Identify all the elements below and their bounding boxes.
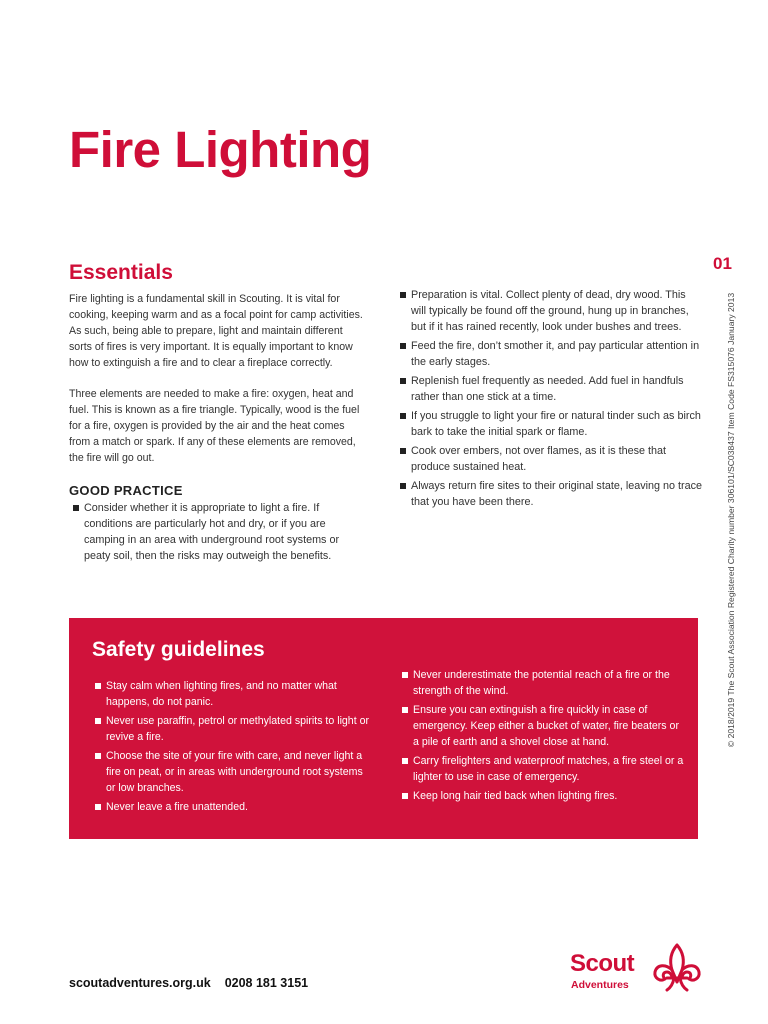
page-title: Fire Lighting bbox=[69, 121, 372, 178]
safety-list bbox=[92, 678, 372, 815]
fleur-de-lis-icon bbox=[650, 942, 704, 996]
list-item bbox=[92, 748, 372, 796]
list-item bbox=[397, 373, 703, 405]
logo-wordmark: Scout bbox=[570, 950, 635, 977]
essentials-paragraph: Three elements are needed to make a fire: oxygen, heat and fuel. This is known as a fire triangle. Typically, wood is the fuel for a fire, oxygen is provided by the air and the heat comes from a match or spark. If any of these elements are removed, the fire will go out. bbox=[69, 388, 360, 465]
list-item bbox=[399, 667, 684, 699]
square-bullet-icon bbox=[400, 343, 406, 349]
square-bullet-icon bbox=[95, 753, 101, 759]
safety-right-column bbox=[399, 667, 684, 807]
square-bullet-icon bbox=[400, 448, 406, 454]
square-bullet-icon bbox=[73, 505, 79, 511]
logo-subtitle: Adventures bbox=[571, 979, 629, 991]
square-bullet-icon bbox=[400, 292, 406, 298]
phone-number: 0208 181 3151 bbox=[224, 976, 309, 990]
list-item bbox=[397, 408, 703, 440]
list-item bbox=[92, 678, 372, 710]
square-bullet-icon bbox=[95, 718, 101, 724]
list-item-text: Feed the fire, don’t smother it, and pay particular attention in the early stages. bbox=[411, 340, 700, 368]
scout-adventures-logo bbox=[570, 942, 705, 994]
safety-heading: Safety guidelines bbox=[92, 638, 265, 661]
list-item bbox=[92, 713, 372, 745]
list-item bbox=[397, 338, 703, 370]
square-bullet-icon bbox=[402, 758, 408, 764]
safety-left-column bbox=[92, 678, 372, 818]
list-item-text: Carry firelighters and waterproof matches, a fire steel or a lighter to use in case of emergency. bbox=[413, 755, 684, 783]
right-column bbox=[397, 287, 703, 513]
square-bullet-icon bbox=[402, 707, 408, 713]
good-practice-list-continued bbox=[397, 287, 703, 510]
list-item bbox=[399, 702, 684, 750]
list-item-text: Stay calm when lighting fires, and no matter what happens, do not panic. bbox=[106, 680, 337, 708]
list-item-text: If you struggle to light your fire or natural tinder such as birch bark to take the initial spark or flame. bbox=[411, 410, 701, 438]
safety-list-continued bbox=[399, 667, 684, 804]
square-bullet-icon bbox=[95, 804, 101, 810]
list-item-text: Choose the site of your fire with care, and never light a fire on peat, or in areas with underground root systems or low branches. bbox=[106, 750, 363, 794]
list-item-text: Cook over embers, not over flames, as it is these that produce sustained heat. bbox=[411, 445, 667, 473]
website-link[interactable]: scoutadventures.org.uk bbox=[69, 976, 211, 990]
list-item-text: Consider whether it is appropriate to light a fire. If conditions are particularly hot and dry, or if you are camping in an area with underground root systems or peaty soil, then the risks may outweigh the benefits. bbox=[84, 502, 340, 563]
list-item bbox=[397, 443, 703, 475]
list-item-text: Keep long hair tied back when lighting fires. bbox=[413, 790, 618, 802]
square-bullet-icon bbox=[400, 413, 406, 419]
square-bullet-icon bbox=[95, 683, 101, 689]
list-item-text: Ensure you can extinguish a fire quickly in case of emergency. Keep either a bucket of water, fire beaters or a pile of earth and a shovel close at hand. bbox=[413, 704, 679, 748]
list-item-text: Always return fire sites to their original state, leaving no trace that you have been there. bbox=[411, 480, 703, 508]
legal-text: © 2018/2019 The Scout Association Registered Charity number 306101/SC038437 Item Code FS315076 January 2013 bbox=[726, 292, 736, 748]
list-item-text: Never use paraffin, petrol or methylated spirits to light or revive a fire. bbox=[106, 715, 370, 743]
safety-guidelines-panel bbox=[69, 618, 698, 839]
square-bullet-icon bbox=[402, 672, 408, 678]
list-item bbox=[399, 753, 684, 785]
footer-contact bbox=[69, 976, 308, 990]
list-item-text: Preparation is vital. Collect plenty of dead, dry wood. This will typically be found off the ground, hung up in branches, but if it has rained recently, look under bushes and trees. bbox=[411, 289, 689, 333]
good-practice-list bbox=[69, 500, 365, 564]
left-column bbox=[69, 260, 365, 567]
good-practice-heading: GOOD PRACTICE bbox=[69, 483, 183, 499]
list-item bbox=[399, 788, 684, 804]
list-item-text: Never underestimate the potential reach of a fire or the strength of the wind. bbox=[413, 669, 670, 697]
list-item bbox=[92, 799, 372, 815]
list-item-text: Never leave a fire unattended. bbox=[106, 801, 248, 813]
essentials-paragraph: Fire lighting is a fundamental skill in Scouting. It is vital for cooking, keeping warm and as a focal point for camp activities. As such, being able to prepare, light and maintain different sorts of fires is very important. It is equally important to know how to extinguish a fire and to clear a fireplace correctly. bbox=[69, 293, 363, 370]
square-bullet-icon bbox=[402, 793, 408, 799]
essentials-heading: Essentials bbox=[69, 261, 173, 284]
page-number: 01 bbox=[713, 254, 732, 273]
list-item bbox=[397, 287, 703, 335]
square-bullet-icon bbox=[400, 483, 406, 489]
list-item-text: Replenish fuel frequently as needed. Add fuel in handfuls rather than one stick at a time. bbox=[411, 375, 684, 403]
square-bullet-icon bbox=[400, 378, 406, 384]
list-item bbox=[69, 500, 365, 564]
list-item bbox=[397, 478, 703, 510]
